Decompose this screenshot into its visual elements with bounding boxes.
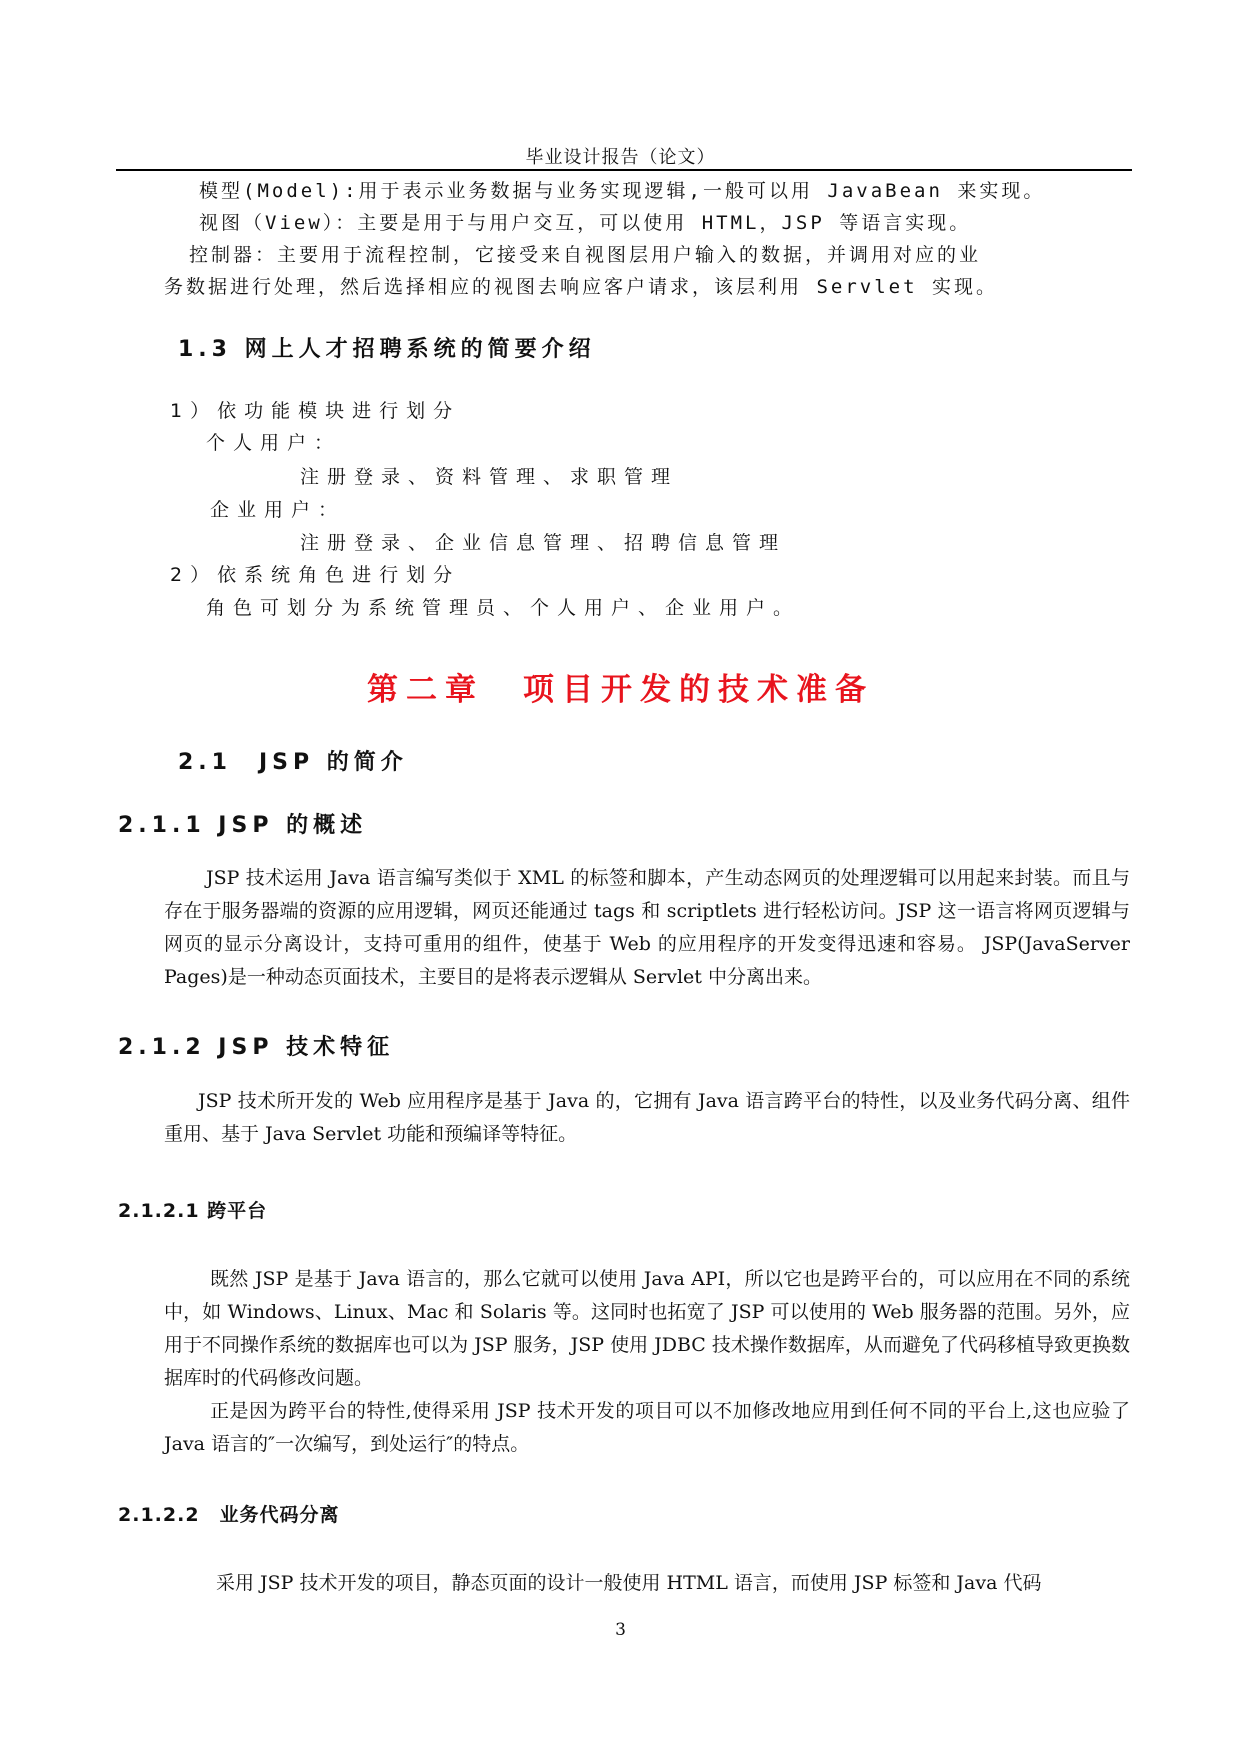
mvc-model-line: 模型(Model):用于表示业务数据与业务实现逻辑,一般可以用 JavaBean 来实现。 [199,180,1046,202]
section-2-1-1-heading: 2.1.1 JSP 的概述 [118,813,368,838]
section-2-1-heading: 2.1 JSP 的简介 [178,750,408,775]
enterprise-user-label: 企业用户： [210,499,346,521]
header-rule [116,169,1132,171]
section-2-1-2-1-paragraph-1: 既然 JSP 是基于 Java 语言的，那么它就可以使用 Java API，所以它也是跨平台的，可以应用在不同的系统中，如 Windows、Linux、Mac 和 Solaris 等。这同时也拓宽了 JSP 可以使用的 Web 服务器的范围。另外，应用于不同操作系统的数据库也可以为 JSP 服务，JSP 使用 JDBC 技术操作数据库，从而避免了代码移植导致更换数据库时的代码修改问题。 [164,1268,1130,1389]
section-2-1-1-paragraph: JSP 技术运用 Java 语言编写类似于 XML 的标签和脚本，产生动态网页的处理逻辑可以用起来封装。而且与存在于服务器端的资源的应用逻辑，网页还能通过 tags 和 scriptlets 进行轻松访问。JSP 这一语言将网页逻辑与网页的显示分离设计，支持可重用的组件，使基于 Web 的应用程序的开发变得迅速和容易。 JSP(JavaServer Pages)是一种动态页面技术，主要目的是将表示逻辑从 Servlet 中分离出来。 [164,867,1130,988]
mvc-controller-line-1: 控制器：主要用于流程控制，它接受来自视图层用户输入的数据，并调用对应的业 [189,244,982,266]
section-2-1-2-2-paragraph: 采用 JSP 技术开发的项目，静态页面的设计一般使用 HTML 语言，而使用 JSP 标签和 Java 代码 [216,1572,1042,1594]
enterprise-user-items: 注册登录、企业信息管理、招聘信息管理 [300,532,787,554]
mvc-view-line: 视图（View）：主要是用于与用户交互，可以使用 HTML，JSP 等语言实现。 [199,212,972,234]
section-1-3-heading: 1.3 网上人才招聘系统的简要介绍 [178,337,596,362]
page-header-title: 毕业设计报告（论文） [525,147,716,168]
section-2-1-2-heading: 2.1.2 JSP 技术特征 [118,1035,395,1060]
mvc-controller-line-2: 务数据进行处理，然后选择相应的视图去响应客户请求，该层利用 Servlet 实现。 [164,276,998,298]
section-2-1-2-1-paragraph-2: 正是因为跨平台的特性,使得采用 JSP 技术开发的项目可以不加修改地应用到任何不同的平台上,这也应验了 Java 语言的″一次编写，到处运行″的特点。 [164,1400,1130,1455]
list-item-1: 1）依功能模块进行划分 [170,400,461,422]
section-2-1-2-2-heading: 2.1.2.2 业务代码分离 [118,1504,340,1526]
section-2-1-2-1-heading: 2.1.2.1 跨平台 [118,1200,268,1222]
chapter-2-title: 第二章 项目开发的技术准备 [367,672,874,708]
page-number: 3 [615,1620,626,1640]
personal-user-items: 注册登录、资料管理、求职管理 [300,466,679,488]
list-item-2: 2）依系统角色进行划分 [170,564,461,586]
personal-user-label: 个人用户： [206,432,342,454]
section-2-1-2-paragraph: JSP 技术所开发的 Web 应用程序是基于 Java 的，它拥有 Java 语言跨平台的特性，以及业务代码分离、组件重用、基于 Java Servlet 功能和预编译等特征。 [164,1090,1130,1145]
roles-line: 角色可划分为系统管理员、个人用户、企业用户。 [206,597,801,619]
